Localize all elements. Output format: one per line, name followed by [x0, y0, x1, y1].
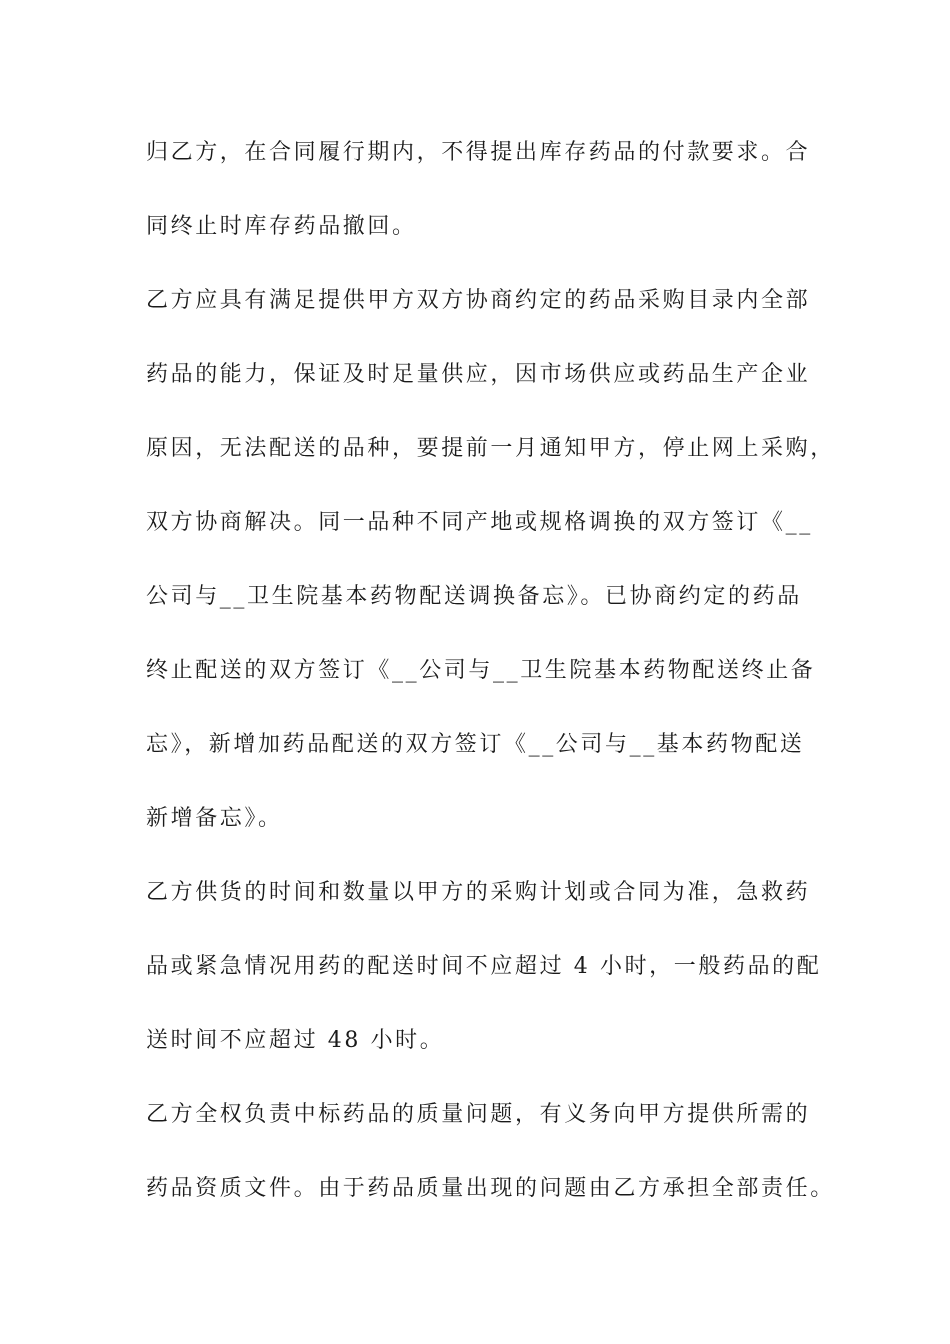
text-line: 送时间不应超过 48 小时。	[146, 1028, 445, 1053]
text-line: 乙方应具有满足提供甲方双方协商约定的药品采购目录内全部	[146, 288, 811, 313]
text-line: 乙方全权负责中标药品的质量问题，有义务向甲方提供所需的	[146, 1102, 811, 1127]
text-line: 终止配送的双方签订《__公司与__卫生院基本药物配送终止备	[146, 658, 816, 683]
text-line: 双方协商解决。同一品种不同产地或规格调换的双方签订《__	[146, 510, 813, 535]
text-line: 忘》，新增加药品配送的双方签订《__公司与__基本药物配送	[146, 732, 805, 757]
text-line: 公司与__卫生院基本药物配送调换备忘》。已协商约定的药品	[146, 584, 802, 609]
text-line: 归乙方，在合同履行期内，不得提出库存药品的付款要求。合	[146, 140, 811, 165]
text-line: 药品资质文件。由于药品质量出现的问题由乙方承担全部责任。	[146, 1176, 835, 1201]
text-line: 原因，无法配送的品种，要提前一月通知甲方，停止网上采购，	[146, 436, 835, 461]
text-line: 同终止时库存药品撤回。	[146, 214, 417, 239]
text-line: 药品的能力，保证及时足量供应，因市场供应或药品生产企业	[146, 362, 811, 387]
document-body	[146, 132, 835, 1242]
text-line: 新增备忘》。	[146, 806, 283, 831]
text-line: 品或紧急情况用药的配送时间不应超过 4 小时，一般药品的配	[146, 954, 822, 979]
text-line: 乙方供货的时间和数量以甲方的采购计划或合同为准，急救药	[146, 880, 811, 905]
